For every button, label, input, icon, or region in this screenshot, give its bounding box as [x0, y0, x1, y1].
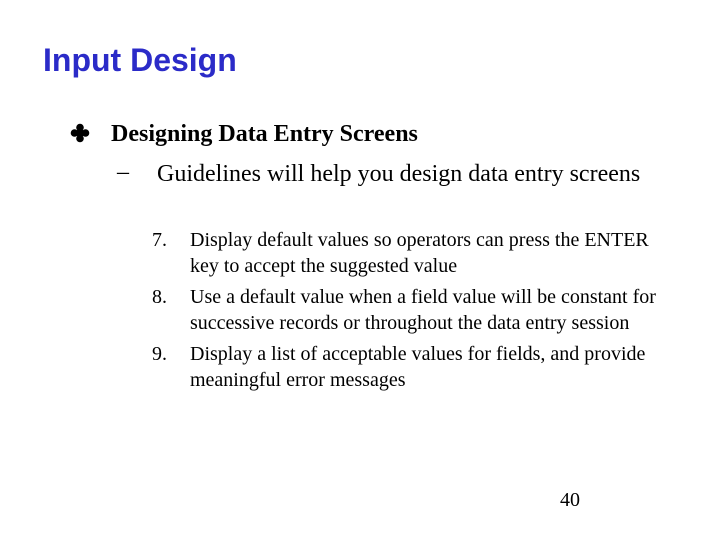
- dash-bullet: –: [117, 159, 129, 185]
- numbered-list: [152, 227, 682, 398]
- list-item-text: Display a list of acceptable values for fields, and provide meaningful error messages: [190, 343, 646, 391]
- list-item-number: 7.: [152, 229, 167, 251]
- list-item: [152, 341, 682, 393]
- slide-title: Input Design: [43, 42, 237, 78]
- list-item-number: 9.: [152, 343, 167, 365]
- bullet-heading: [70, 121, 418, 148]
- diamond-bullet-icon: [70, 123, 90, 143]
- list-item: [152, 284, 682, 336]
- list-item-text: Display default values so operators can press the ENTER key to accept the suggested value: [190, 229, 649, 277]
- subheading-text: Guidelines will help you design data entry screens: [157, 161, 641, 187]
- page-number: 40: [560, 489, 580, 511]
- list-item-number: 8.: [152, 286, 167, 308]
- list-item-text: Use a default value when a field value will be constant for successive records or throughout the data entry session: [190, 286, 656, 334]
- heading-text: Designing Data Entry Screens: [111, 121, 418, 147]
- list-item: [152, 227, 682, 279]
